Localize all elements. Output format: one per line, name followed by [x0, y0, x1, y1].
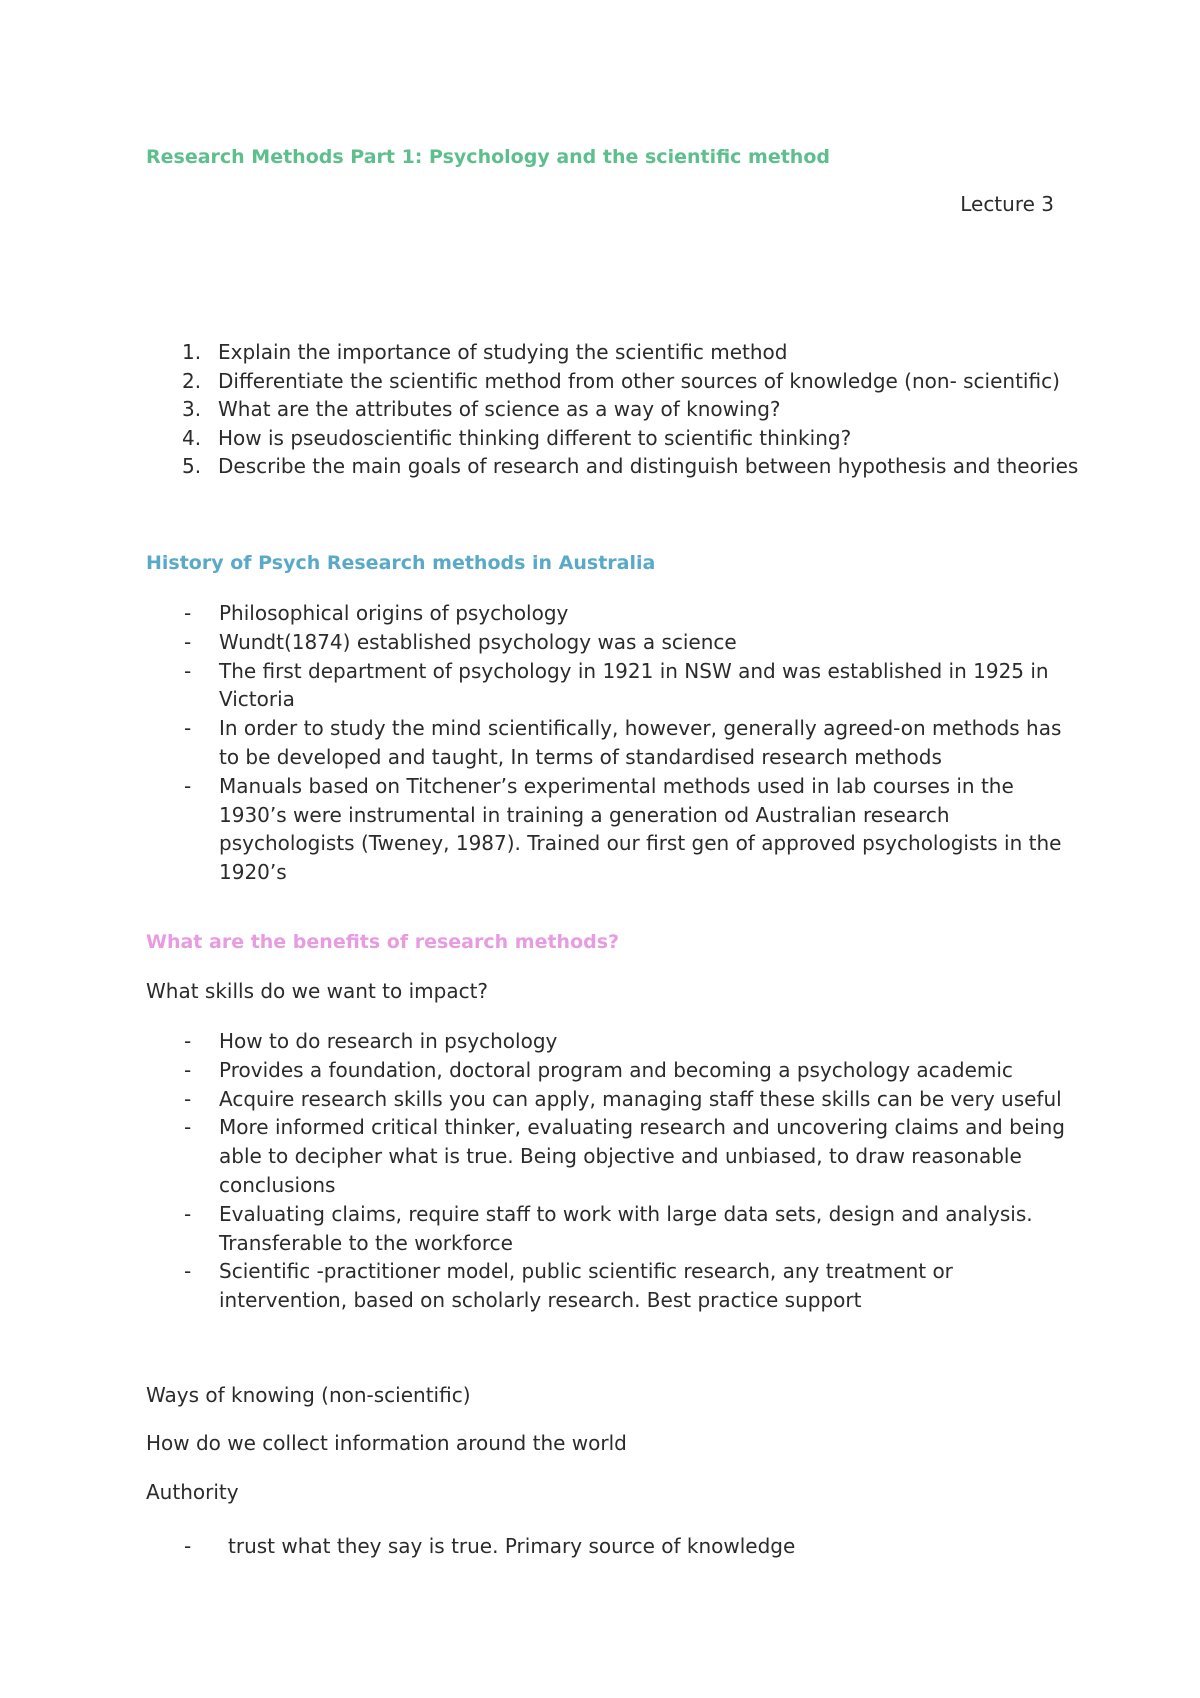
benefit-item-text: Acquire research skills you can apply, managing staff these skills can be very useful — [219, 1086, 1062, 1111]
benefits-list — [146, 1027, 1066, 1315]
objective-item — [146, 424, 1066, 453]
objective-number: 3. — [182, 397, 202, 421]
history-list — [146, 599, 1066, 887]
objective-number: 2. — [182, 368, 202, 393]
history-heading: History of Psych Research methods in Australia — [146, 552, 656, 574]
authority-list — [146, 1532, 1066, 1561]
benefit-item-text: More informed critical thinker, evaluating research and uncovering claims and being able to decipher what is true. Being objective and unbiased, to draw reasonable conclusions — [219, 1115, 1066, 1197]
bullet-dash: - — [184, 601, 192, 625]
bullet-dash: - — [184, 1259, 192, 1284]
benefits-heading: What are the benefits of research methods? — [146, 931, 620, 953]
bullet-dash: - — [184, 629, 192, 654]
objective-number: 5. — [182, 454, 202, 478]
bullet-dash: - — [184, 716, 192, 741]
history-item-text: Philosophical origins of psychology — [219, 601, 569, 625]
bullet-dash: - — [184, 1534, 192, 1558]
objective-text: Differentiate the scientific method from other sources of knowledge (non- scientific) — [218, 368, 1060, 393]
benefit-item — [146, 1027, 1066, 1056]
history-item — [146, 657, 1066, 715]
authority-item-text: trust what they say is true. Primary source of knowledge — [228, 1534, 796, 1558]
objective-text: How is pseudoscientific thinking different to scientific thinking? — [218, 425, 852, 450]
authority-label: Authority — [146, 1480, 239, 1504]
benefit-item-text: Provides a foundation, doctoral program and becoming a psychology academic — [219, 1057, 1013, 1082]
benefit-item-text: Scientific -practitioner model, public scientific research, any treatment or intervention, based on scholarly research. Best practice support — [219, 1259, 953, 1313]
benefit-item-text: How to do research in psychology — [219, 1029, 558, 1053]
ways-heading: Ways of knowing (non-scientific) — [146, 1383, 471, 1407]
benefit-item — [146, 1085, 1066, 1114]
bullet-dash: - — [184, 1201, 192, 1226]
benefit-item — [146, 1113, 1066, 1199]
benefit-item — [146, 1200, 1066, 1258]
history-item — [146, 772, 1066, 887]
history-item-text: Wundt(1874) established psychology was a science — [219, 629, 737, 654]
ways-subheading: How do we collect information around the world — [146, 1431, 627, 1455]
benefit-item — [146, 1056, 1066, 1085]
history-item — [146, 714, 1066, 772]
objective-text: Describe the main goals of research and distinguish between hypothesis and theories — [218, 454, 1079, 478]
authority-item — [146, 1532, 1066, 1561]
benefit-item-text: Evaluating claims, require staff to work with large data sets, design and analysis. Transferable to the workforce — [219, 1201, 1033, 1255]
objective-text: Explain the importance of studying the scientific method — [218, 340, 788, 364]
history-item — [146, 599, 1066, 628]
objective-text: What are the attributes of science as a way of knowing? — [218, 397, 781, 421]
history-item-text: The first department of psychology in 1921 in NSW and was established in 1925 in Victoria — [219, 658, 1049, 712]
objective-number: 4. — [182, 425, 202, 450]
bullet-dash: - — [184, 1057, 192, 1082]
document-title: Research Methods Part 1: Psychology and the scientific method — [146, 146, 830, 168]
bullet-dash: - — [184, 773, 192, 798]
bullet-dash: - — [184, 1115, 192, 1140]
benefits-intro: What skills do we want to impact? — [146, 979, 489, 1003]
benefit-item — [146, 1257, 1066, 1315]
history-item — [146, 628, 1066, 657]
history-item-text: Manuals based on Titchener’s experimental methods used in lab courses in the 1930’s were instrumental in training a generation od Australian research psychologists (Tweney, 1987). Trained our first gen of approved psychologists in the 1920’s — [219, 773, 1062, 885]
objective-item — [146, 367, 1066, 396]
objective-number: 1. — [182, 340, 202, 364]
bullet-dash: - — [184, 1029, 192, 1053]
objective-item — [146, 452, 1079, 481]
bullet-dash: - — [184, 1086, 192, 1111]
objectives-list — [146, 338, 1079, 481]
objective-item — [146, 395, 1066, 424]
objective-item — [146, 338, 1066, 367]
lecture-label: Lecture 3 — [960, 192, 1054, 216]
bullet-dash: - — [184, 658, 192, 683]
history-item-text: In order to study the mind scientifically, however, generally agreed-on methods has to be developed and taught, In terms of standardised research methods — [219, 716, 1062, 769]
